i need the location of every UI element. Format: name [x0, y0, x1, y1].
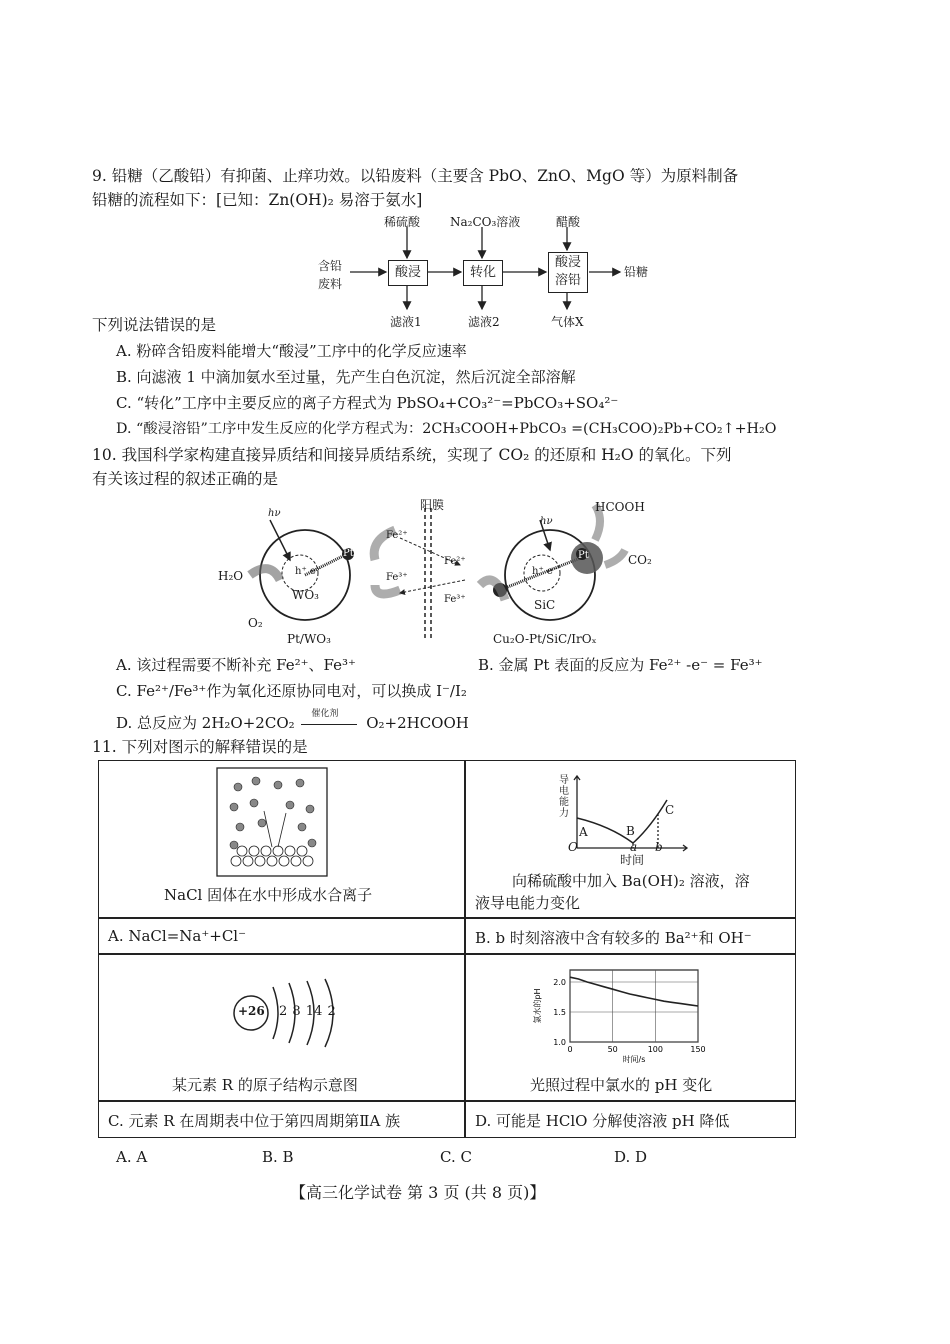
q10-option-d-pre: D. 总反应为 2H₂O+2CO₂ — [116, 714, 295, 732]
q11-answer-c: C. C — [440, 1148, 472, 1166]
left-system-label: Pt/WO₃ — [287, 632, 331, 646]
q10-option-a: A. 该过程需要不断补充 Fe²⁺、Fe³⁺ — [116, 656, 356, 674]
fe2-mid: Fe²⁺ — [444, 556, 466, 567]
cell-d-option-text: D. 可能是 HClO 分解使溶液 pH 降低 — [475, 1112, 730, 1130]
fe2-left: Fe²⁺ — [386, 530, 408, 541]
co2-label: CO₂ — [628, 553, 652, 567]
pt-right-label: Pt — [578, 550, 589, 561]
cell-c-caption: 某元素 R 的原子结构示意图 — [172, 1076, 358, 1094]
chart-b-point-b: B — [626, 824, 635, 838]
x-tick-label: 0 — [567, 1045, 573, 1054]
q9-option-d: D. “酸浸溶铅”工序中发生反应的化学方程式为：2CH₃COOH+PbCO₃ =(CH₃COO)₂Pb+CO₂↑+H₂O — [116, 421, 777, 437]
chart-b-ylabel: 导电能力 — [559, 775, 569, 819]
sic-label: SiC — [534, 598, 556, 612]
q10-option-b: B. 金属 Pt 表面的反应为 Fe²⁺ -e⁻ = Fe³⁺ — [478, 656, 763, 674]
flow-reagent1: 稀硫酸 — [384, 215, 421, 229]
q11-stem: 11. 下列对图示的解释错误的是 — [92, 738, 308, 756]
cell-b-caption-l2: 液导电能力变化 — [475, 894, 581, 912]
flow-reagent2: Na₂CO₃溶液 — [450, 215, 521, 229]
h2o-label: H₂O — [218, 569, 244, 583]
q9-prompt: 下列说法错误的是 — [92, 316, 217, 334]
atom-nucleus: +26 — [238, 1004, 265, 1018]
cell-d-caption: 光照过程中氯水的 pH 变化 — [530, 1076, 713, 1094]
flow-reagent3: 醋酸 — [556, 215, 581, 229]
q10-stem-line2: 有关该过程的叙述正确的是 — [92, 470, 279, 488]
o2-label: O₂ — [248, 616, 263, 630]
flow-step3-l2: 溶铅 — [554, 273, 581, 288]
cell-a-caption: NaCl 固体在水中形成水合离子 — [164, 886, 373, 904]
chart-b-xlabel: 时间 — [620, 853, 645, 867]
fe3-mid: Fe³⁺ — [444, 594, 466, 605]
atom-shells: 2 8 14 2 — [279, 1004, 336, 1019]
y-axis-label: 氯水的pH — [533, 988, 542, 1024]
ph-chart — [512, 962, 712, 1076]
q9-stem-line2: 铅糖的流程如下：[已知：Zn(OH)₂ 易溶于氨水] — [92, 191, 423, 209]
y-tick-label: 1.0 — [553, 1038, 566, 1047]
carriers-right: h⁺ e⁻ — [532, 566, 559, 577]
x-tick-label: 50 — [607, 1045, 618, 1054]
q11-answer-b: B. B — [262, 1148, 294, 1166]
hv-left: hν — [268, 508, 281, 519]
q11-answer-d: D. D — [614, 1148, 648, 1166]
catalyst-label: 催化剂 — [311, 709, 339, 719]
plot-frame — [570, 970, 698, 1042]
q10-option-c: C. Fe²⁺/Fe³⁺作为氧化还原协同电对，可以换成 I⁻/I₂ — [116, 682, 467, 700]
chart-b-point-c: C — [665, 803, 675, 817]
hydrated-ions-figure — [216, 767, 328, 877]
membrane-label: 阳膜 — [420, 498, 445, 512]
x-axis-label: 时间/s — [622, 1055, 646, 1064]
q11-answer-a: A. A — [116, 1148, 148, 1166]
flow-input-l1: 含铅 — [318, 259, 343, 273]
ph-chart-svg — [512, 962, 712, 1072]
flow-product: 铅糖 — [624, 265, 649, 279]
q9-stem-line1: 9. 铅糖（乙酸铅）有抑菌、止痒功效。以铅废料（主要含 PbO、ZnO、MgO 等）为原料制备 — [92, 167, 739, 185]
flow-step3-l1: 酸浸 — [554, 255, 581, 270]
wo3-label: WO₃ — [292, 588, 319, 602]
flow-step-acid-leach: 酸浸 — [388, 260, 428, 286]
q10-stem-line1: 10. 我国科学家构建直接异质结和间接异质结系统，实现了 CO₂ 的还原和 H₂O 的氧化。下列 — [92, 446, 732, 464]
chart-b-point-a: A — [579, 825, 588, 839]
q10-option-d-post: O₂+2HCOOH — [366, 714, 469, 732]
x-tick-label: 150 — [690, 1045, 706, 1054]
cell-b-caption-l1: 向稀硫酸中加入 Ba(OH)₂ 溶液，溶 — [512, 872, 750, 890]
flow-input-l2: 废料 — [318, 277, 343, 291]
cell-c-option-text: C. 元素 R 在周期表中位于第四周期第ⅡA 族 — [108, 1112, 401, 1130]
chart-b-origin: O — [568, 840, 578, 854]
page-footer: 【高三化学试卷 第 3 页 (共 8 页)】 — [290, 1183, 546, 1202]
flow-out3: 气体X — [551, 315, 584, 329]
flow-step-convert: 转化 — [463, 260, 503, 286]
x-tick-label: 100 — [647, 1045, 663, 1054]
carriers-left: h⁺ e⁻ — [295, 566, 322, 577]
fe3-left: Fe³⁺ — [386, 572, 408, 583]
q9-option-b: B. 向滤液 1 中滴加氨水至过量，先产生白色沉淀，然后沉淀全部溶解 — [116, 368, 576, 386]
y-tick-label: 2.0 — [553, 978, 566, 987]
hcooh-label: HCOOH — [595, 500, 645, 514]
cell-a-option-text: A. NaCl=Na⁺+Cl⁻ — [108, 927, 247, 945]
chart-b-tick-a: a — [630, 840, 638, 854]
flow-arrows — [300, 205, 660, 325]
y-tick-label: 1.5 — [553, 1008, 566, 1017]
pt-left-label: Pt — [343, 548, 354, 559]
flow-out1: 滤液1 — [390, 315, 422, 329]
chart-b-tick-b: b — [655, 840, 663, 854]
cell-b-option-text: B. b 时刻溶液中含有较多的 Ba²⁺和 OH⁻ — [475, 929, 752, 947]
q9-option-a: A. 粉碎含铅废料能增大“酸浸”工序中的化学反应速率 — [116, 342, 467, 360]
heterojunction-diagram — [210, 490, 690, 655]
q10-option-d — [116, 709, 469, 733]
right-system-label: Cu₂O-Pt/SiC/IrOₓ — [493, 632, 597, 646]
flow-out2: 滤液2 — [468, 315, 500, 329]
hv-right: hν — [540, 516, 553, 527]
q9-option-c: C. “转化”工序中主要反应的离子方程式为 PbSO₄+CO₃²⁻=PbCO₃+SO₄²⁻ — [116, 394, 619, 412]
catalyst-arrow — [299, 709, 361, 732]
